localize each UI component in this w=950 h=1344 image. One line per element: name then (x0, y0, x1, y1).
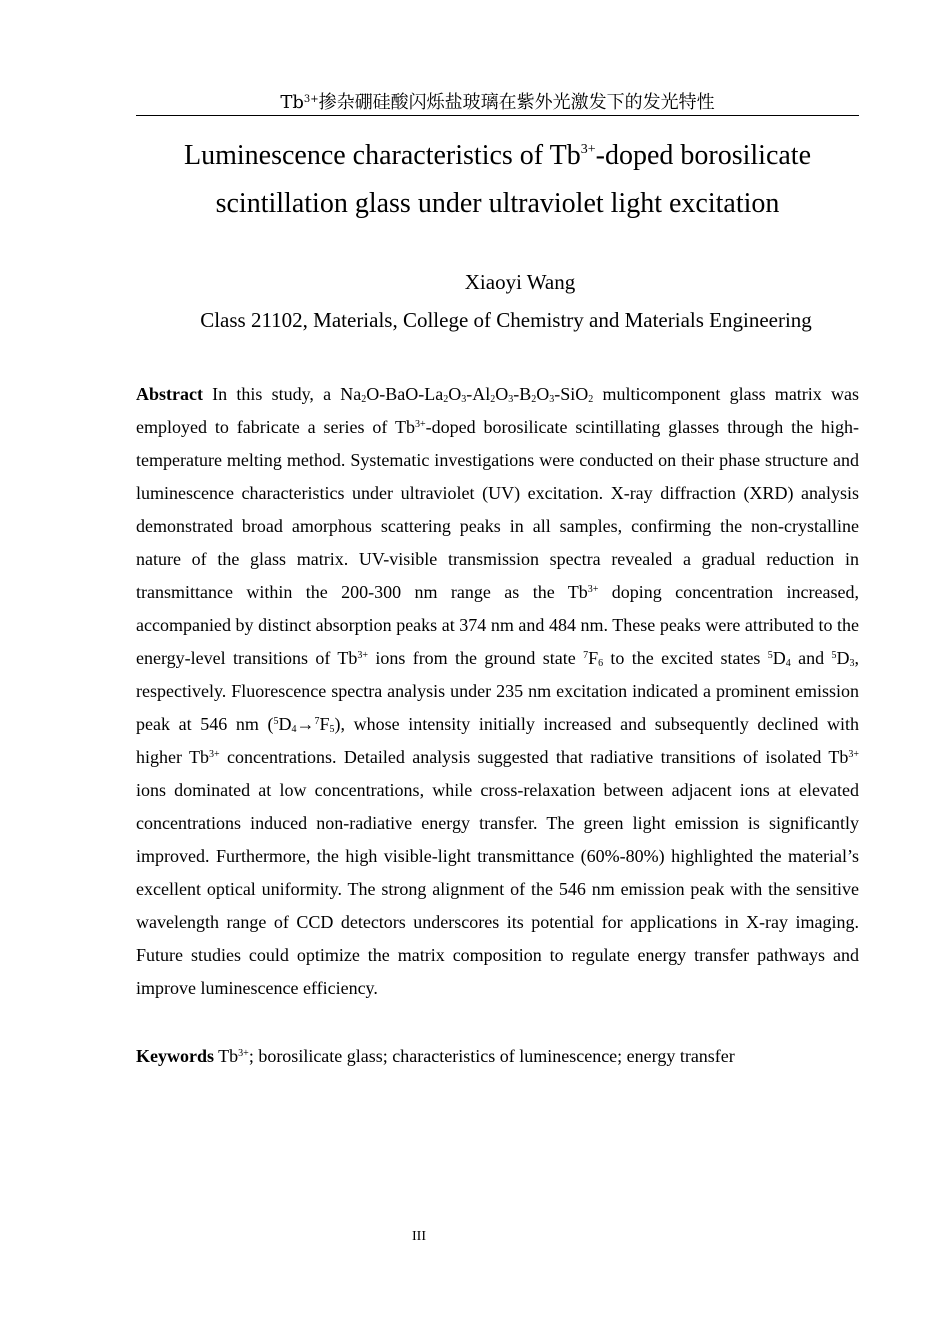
paper-title: Luminescence characteristics of $Tb^{3+}$-doped borosilicate scintillation glass under ultraviolet light excitation (183, 140, 812, 219)
page-number: III (412, 1229, 426, 1244)
keywords-label: Keywords (136, 1046, 214, 1066)
abstract-label: Abstract (136, 384, 203, 404)
abstract-paragraph: Abstract In this study, a $Na_2O-BaO-La_2O_3-Al_2O_3-B_2O_3-SiO_2$ multicomponent glass matrix was employed to fabricate a series of $Tb^{3+}$-doped borosilicate scintillating glasses through the high-temperature melting method. Systematic investigations were conducted on their phase structure and luminescence characteristics under ultraviolet (UV) excitation. X-ray diffraction (XRD) analysis demonstrated broad amorphous scattering peaks in all samples, confirming the non-crystalline nature of the glass matrix. UV-visible transmission spectra revealed a gradual reduction in transmittance within the 200-300 nm range as the $Tb^{3+}$ doping concentration increased, accompanied by distinct absorption peaks at 374 nm and 484 nm. These peaks were attributed to the energy-level transitions of $Tb^{3+}$ ions from the ground state $^7F_6$ to the excited states $^5D_4$ and $^5D_3$, respectively. Fluorescence spectra analysis under 235 nm excitation indicated a prominent emission peak at 546 nm $(^5D_4\to^7F_5)$, whose intensity initially increased and subsequently declined with higher $Tb^{3+}$ concentrations. Detailed analysis suggested that radiative transitions of isolated $Tb^{3+}$ ions dominated at low concentrations, while cross-relaxation between adjacent ions at elevated concentrations induced non-radiative energy transfer. The green light emission is significantly improved. Furthermore, the high visible-light transmittance (60%-80%) highlighted the material’s excellent optical uniformity. The strong alignment of the 546 nm emission peak with the sensitive wavelength range of CCD detectors underscores its potential for applications in X-ray imaging. Future studies could optimize the matrix composition to regulate energy transfer pathways and improve luminescence efficiency. (136, 384, 860, 998)
header-ion: Tb (280, 92, 304, 113)
header-rule (136, 115, 859, 116)
author-name: Xiaoyi Wang (464, 270, 576, 294)
header-ion-charge: 3+ (303, 94, 319, 105)
author-affiliation: Class 21102, Materials, College of Chemistry and Materials Engineering (200, 308, 812, 332)
keywords-line: Keywords $Tb^{3+}$; borosilicate glass; characteristics of luminescence; energy transfer (136, 1046, 735, 1066)
running-header (136, 91, 859, 115)
title-ion-charge: 3+ (580, 142, 596, 157)
header-title-cn: 掺杂硼硅酸闪烁盐玻璃在紫外光激发下的发光特性 (318, 92, 715, 113)
